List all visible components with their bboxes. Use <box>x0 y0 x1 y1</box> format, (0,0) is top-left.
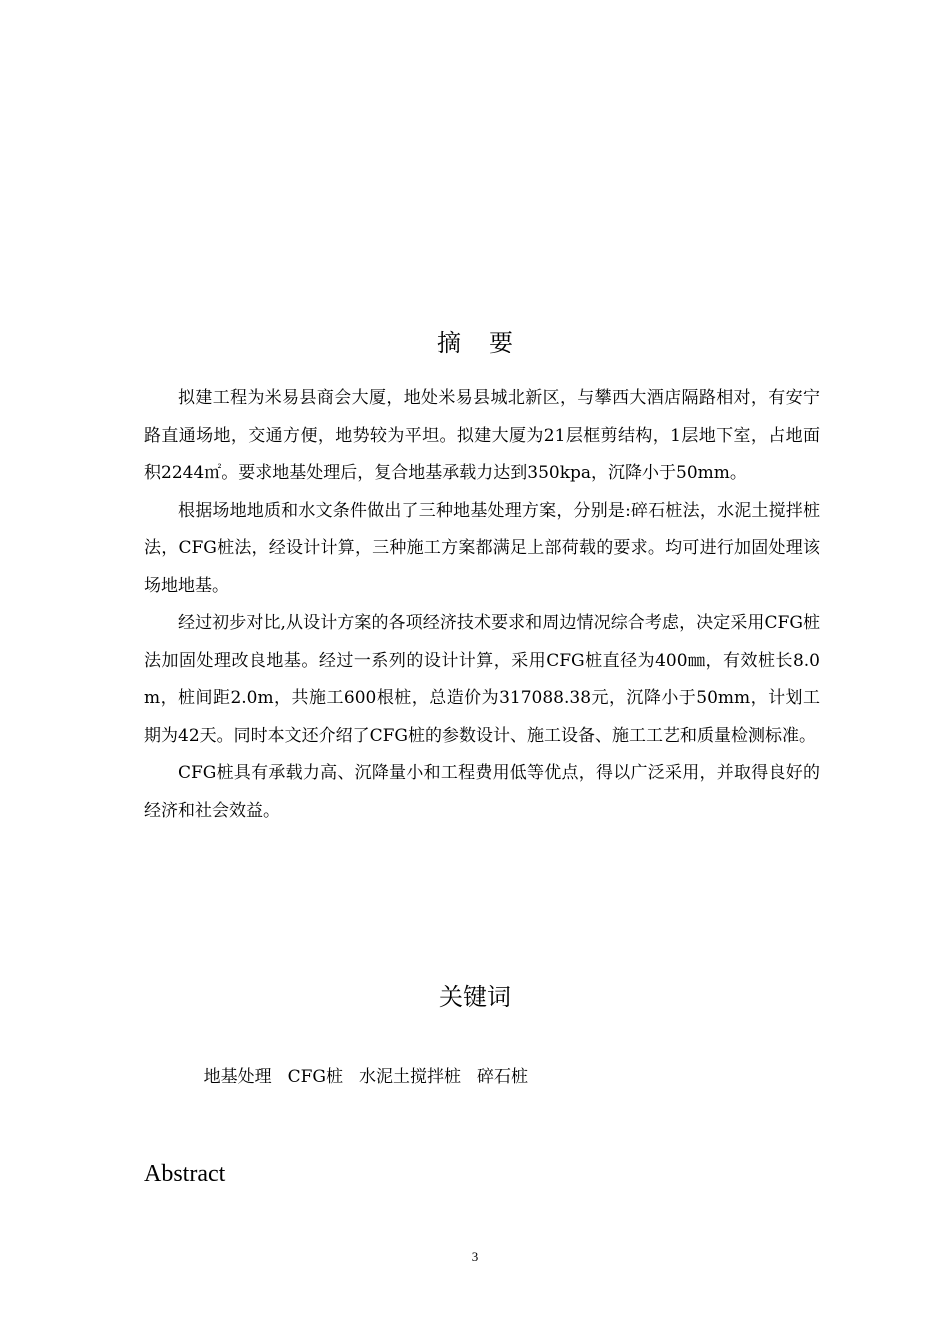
keyword-item: 碎石桩 <box>477 1067 529 1087</box>
abstract-title: 摘要 <box>437 329 541 357</box>
keyword-item: 地基处理 <box>203 1067 272 1087</box>
keyword-item: CFG桩 <box>287 1067 344 1087</box>
abstract-paragraph-3: 经过初步对比,从设计方案的各项经济技术要求和周边情况综合考虑，决定采用CFG桩法加固处理改良地基。经过一系列的设计计算，采用CFG桩直径为400㎜，有效桩长8.0m，桩间距2.0m，共施工600根桩，总造价为317088.38元，沉降小于50mm，计划工期为42天。同时本文还介绍了CFG桩的参数设计、施工设备、施工工艺和质量检测标准。 <box>144 613 820 746</box>
page-number: 3 <box>471 1249 479 1264</box>
abstract-body <box>144 380 820 830</box>
abstract-paragraph-2: 根据场地地质和水文条件做出了三种地基处理方案，分别是:碎石桩法，水泥土搅拌桩法，CFG桩法，经设计计算，三种施工方案都满足上部荷载的要求。均可进行加固处理该场地地基。 <box>144 500 820 596</box>
abstract-en-title: Abstract <box>144 1161 226 1187</box>
keywords-title: 关键词 <box>439 983 511 1011</box>
abstract-paragraph-4: CFG桩具有承载力高、沉降量小和工程费用低等优点，得以广泛采用，并取得良好的经济和社会效益。 <box>144 763 820 821</box>
abstract-paragraph-1: 拟建工程为米易县商会大厦，地处米易县城北新区，与攀西大酒店隔路相对，有安宁路直通场地，交通方便，地势较为平坦。拟建大厦为21层框剪结构，1层地下室，占地面积2244㎡。要求地基处理后，复合地基承载力达到350kpa，沉降小于50mm。 <box>144 388 820 483</box>
keywords-list <box>182 1035 544 1119</box>
keyword-item: 水泥土搅拌桩 <box>359 1067 462 1087</box>
